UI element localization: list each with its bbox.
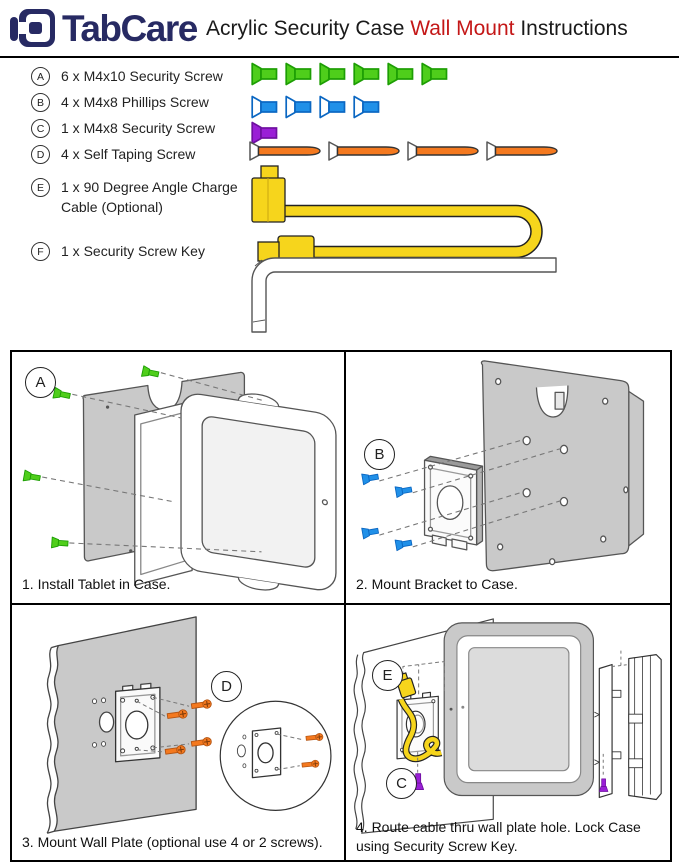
step-part-badge: B — [364, 439, 395, 470]
tabcare-logo-icon — [8, 5, 58, 51]
step-part-badge: D — [211, 671, 242, 702]
part-badge: E — [31, 178, 50, 197]
part-label: 1 x Security Screw Key — [61, 243, 205, 259]
step-1-panel — [12, 352, 346, 605]
mount-wall-plate-illustration — [12, 605, 344, 860]
self-taping-screw-icons — [249, 141, 565, 166]
part-row-b — [31, 92, 209, 112]
step-caption: 2. Mount Bracket to Case. — [356, 576, 518, 593]
brand-name: TabCare — [62, 7, 197, 49]
step-caption: 3. Mount Wall Plate (optional use 4 or 2 screws). — [22, 834, 323, 851]
page-title — [206, 17, 628, 41]
title-prefix: Acrylic Security Case — [206, 17, 411, 40]
header-divider — [0, 56, 679, 58]
step-part-badge: A — [25, 367, 56, 398]
part-row-a — [31, 66, 223, 86]
part-row-c — [31, 118, 215, 138]
part-row-e — [31, 177, 251, 218]
allen-key-icon — [245, 252, 560, 336]
part-badge: C — [31, 119, 50, 138]
part-badge: B — [31, 93, 50, 112]
phillips-screw-icons — [251, 95, 387, 124]
part-badge: F — [31, 242, 50, 261]
brand-logo — [8, 5, 197, 51]
part-row-d — [31, 144, 195, 164]
part-row-f — [31, 241, 205, 261]
steps-grid — [10, 350, 672, 862]
part-label: 4 x Self Taping Screw — [61, 146, 196, 162]
part-label: 1 x M4x8 Security Screw — [61, 120, 216, 136]
security-screw-icons — [251, 62, 455, 91]
part-label: 1 x 90 Degree Angle Charge Cable (Optional) — [61, 179, 238, 216]
install-tablet-illustration — [12, 352, 344, 603]
step-2-panel — [346, 352, 670, 605]
mount-bracket-illustration — [346, 352, 670, 603]
step-part-badge: E — [372, 660, 403, 691]
part-label: 4 x M4x8 Phillips Screw — [61, 94, 209, 110]
part-badge: D — [31, 145, 50, 164]
step-part-badge: C — [386, 768, 417, 799]
part-badge: A — [31, 67, 50, 86]
title-highlight: Wall Mount — [410, 17, 515, 40]
step-4-panel — [346, 605, 670, 860]
step-caption: 4. Route cable thru wall plate hole. Lock Case using Security Screw Key. — [356, 819, 641, 855]
part-label: 6 x M4x10 Security Screw — [61, 68, 223, 84]
title-suffix: Instructions — [514, 17, 628, 40]
step-caption: 1. Install Tablet in Case. — [22, 576, 171, 593]
step-3-panel — [12, 605, 346, 860]
